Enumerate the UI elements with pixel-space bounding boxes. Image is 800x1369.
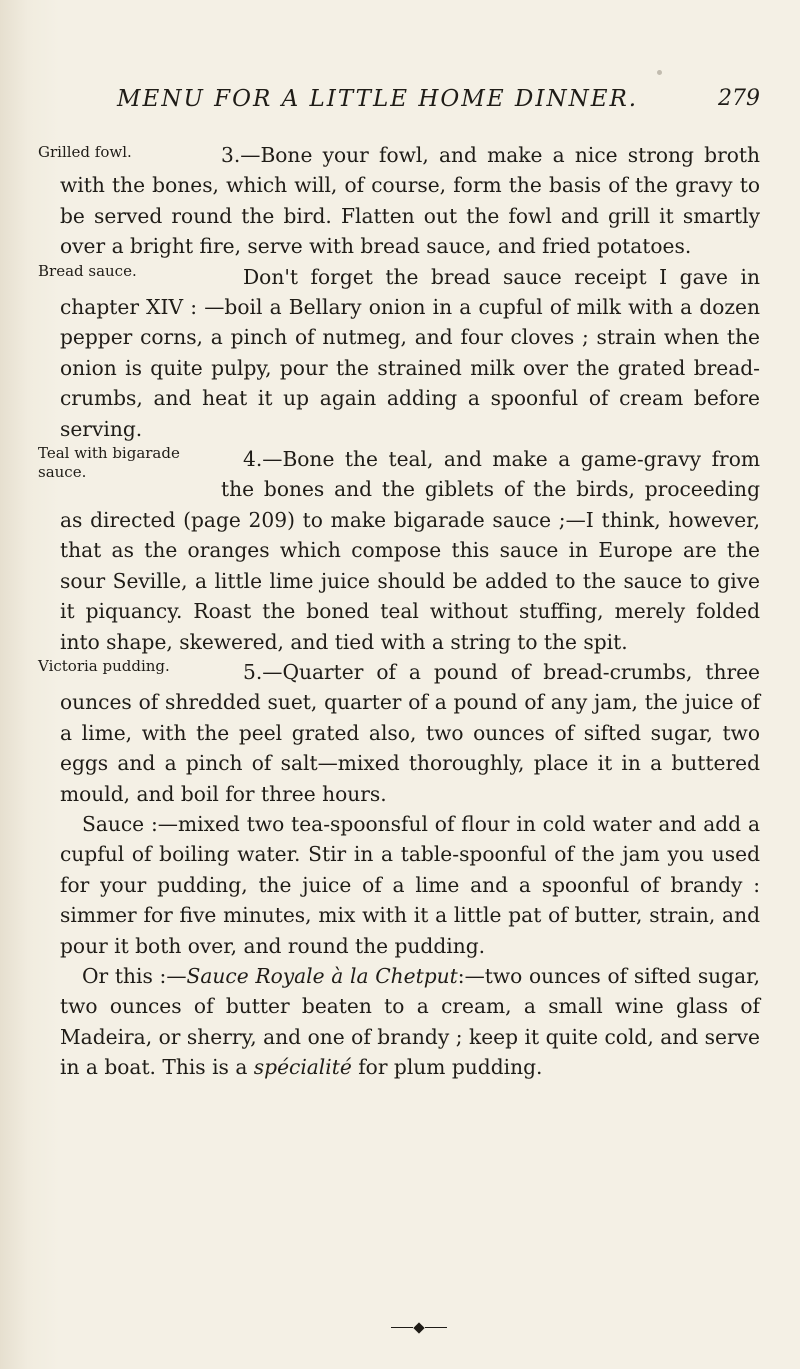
or-this-end: for plum pudding. [351,1055,543,1080]
side-note-teal: Teal with bigarade sauce. [38,444,180,482]
side-note-victoria-pudding: Victoria pudding. [38,656,170,675]
running-head [117,86,760,116]
or-this-lead: Or this :— [82,963,187,988]
paragraph-sauce-text: Sauce :—mixed two tea-spoonsful of flour in cold water and add a cupful of boiling water. Stir in a table-spoonful of the jam you used for your pudding, the juice of a lime and a spoonful of brandy : simmer for five minutes, mix with it a little pat of butter, strain, and pour it both over, and round the pudding. [60,811,760,958]
paragraph-victoria-pudding-text: 5.—Quarter of a pound of bread-crumbs, three ounces of shredded suet, quarter of a pound of any jam, the juice of a lime, with the peel grated also, two ounces of sifted sugar, two eggs and a pinch of salt—mixed thoroughly, place it in a buttered mould, and boil for three hours. [60,659,760,806]
or-this-middle: :—two ounces of sifted sugar, two ounces of butter beaten to a cream, a small wine glass of Madeira, or sherry, and one of brandy ; keep it quite cold, and serve in a boat. This is a [60,963,760,1080]
page-number: 279 [718,86,760,111]
paragraph-or-this [60,961,760,1083]
specialite-word: spécialité [253,1055,352,1080]
section-end-ornament [391,1319,447,1335]
body-text [38,140,760,1083]
running-title: MENU FOR A LITTLE HOME DINNER. [117,86,639,112]
paragraph-bread-sauce [38,261,760,444]
sauce-royale-title: Sauce Royale à la Chetput [186,963,458,988]
paragraph-bread-sauce-text: Don't forget the bread sauce receipt I gave in chapter XIV : —boil a Bellary onion in a cupful of milk with a dozen pepper corns, a pinch of nutmeg, and four cloves ; strain when the onion is quite pulpy, pour the strained milk over the grated bread-crumbs, and heat it up again adding a spoonful of cream before serving. [60,264,760,441]
paragraph-victoria-pudding [38,656,760,809]
side-note-grilled-fowl: Grilled fowl. [38,143,132,161]
ornament-right-rule [425,1327,447,1328]
diamond-icon [413,1322,424,1333]
paragraph-teal [38,444,760,657]
ink-spot [657,70,662,75]
paragraph-sauce [60,809,760,961]
paragraph-grilled-fowl [38,140,760,262]
side-note-bread-sauce: Bread sauce. [38,261,137,280]
paragraph-grilled-fowl-text: 3.—Bone your fowl, and make a nice strong broth with the bones, which will, of course, form the basis of the gravy to be served round the bird. Flatten out the fowl and grill it smartly over a bright fire, serve with bread sauce, and fried potatoes. [60,143,760,259]
ornament-left-rule [391,1327,413,1328]
paragraph-teal-text: 4.—Bone the teal, and make a game-gravy from the bones and the giblets of the birds, proceeding as directed (page 209) to make bigarade sauce ;—I think, however, that as the oranges which compose this sauce in Europe are the sour Seville, a little lime juice should be added to the sauce to give it piquancy. Roast the boned teal without stuffing, merely folded into shape, skewered, and tied with a string to the spit. [60,447,760,654]
